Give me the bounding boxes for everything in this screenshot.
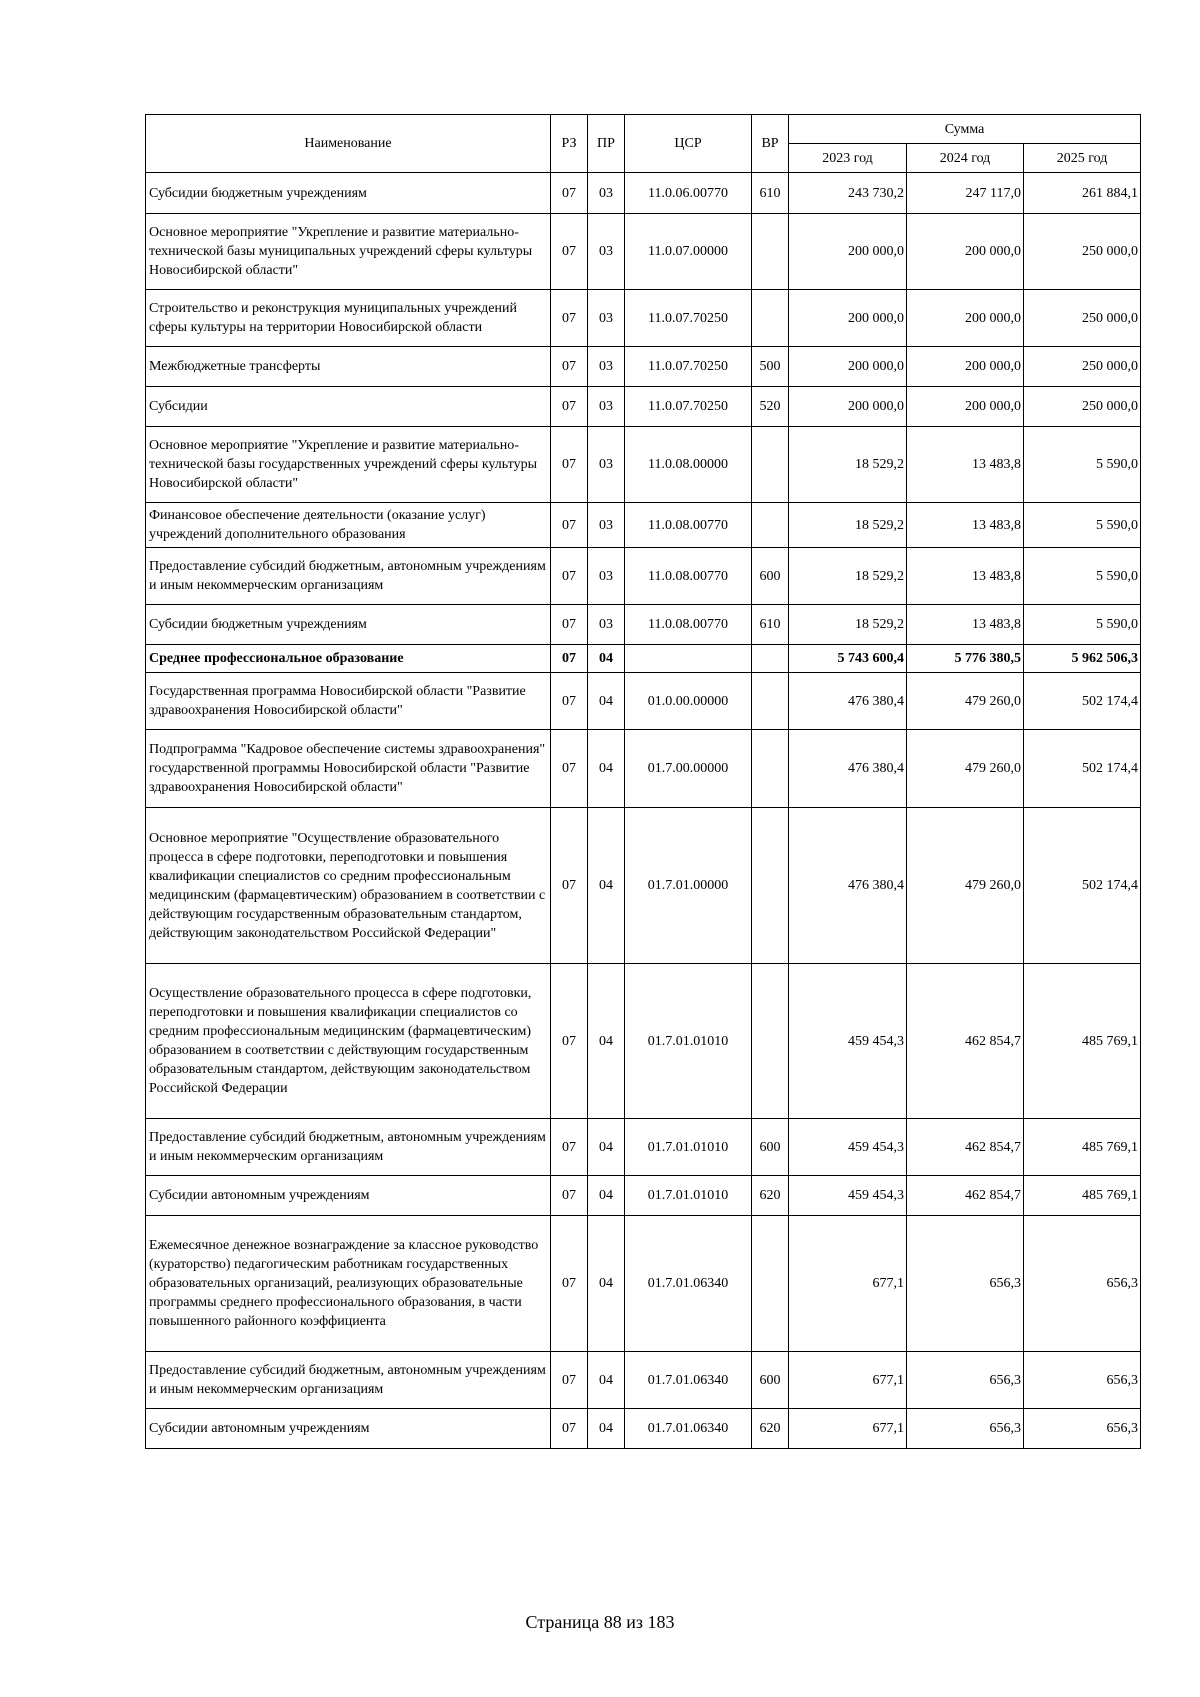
cell-rz: 07 [551,964,588,1119]
cell-sum-2025: 485 769,1 [1024,1176,1141,1216]
cell-rz: 07 [551,173,588,214]
cell-csr: 01.7.01.06340 [625,1352,752,1409]
cell-csr: 01.7.01.01010 [625,1119,752,1176]
cell-sum-2025: 5 590,0 [1024,605,1141,645]
cell-name: Основное мероприятие "Укрепление и развитие материально-технической базы муниципальных учреждений сферы культуры Новосибирской области" [146,214,551,290]
cell-sum-2023: 677,1 [789,1409,907,1449]
cell-name: Межбюджетные трансферты [146,347,551,387]
cell-pr: 04 [588,1216,625,1352]
cell-name: Ежемесячное денежное вознаграждение за классное руководство (кураторство) педагогическим работникам государственных образовательных организаций, реализующих образовательные программы среднего профессионального образования, в части повышенного районного коэффициента [146,1216,551,1352]
table-row [146,808,1141,964]
cell-sum-2025: 261 884,1 [1024,173,1141,214]
table-body [146,173,1141,1449]
cell-pr: 04 [588,730,625,808]
cell-rz: 07 [551,347,588,387]
cell-vr: 600 [752,1119,789,1176]
cell-pr: 04 [588,1409,625,1449]
header-year-2025: 2025 год [1024,144,1141,173]
cell-sum-2023: 243 730,2 [789,173,907,214]
cell-csr: 01.7.01.06340 [625,1409,752,1449]
cell-pr: 04 [588,964,625,1119]
cell-sum-2024: 200 000,0 [907,214,1024,290]
cell-csr: 11.0.08.00000 [625,427,752,503]
cell-csr: 01.7.01.01010 [625,964,752,1119]
cell-rz: 07 [551,214,588,290]
cell-sum-2024: 200 000,0 [907,347,1024,387]
cell-name: Предоставление субсидий бюджетным, автономным учреждениям и иным некоммерческим организациям [146,548,551,605]
cell-sum-2023: 677,1 [789,1216,907,1352]
cell-pr: 03 [588,605,625,645]
cell-sum-2023: 18 529,2 [789,605,907,645]
cell-sum-2024: 13 483,8 [907,503,1024,548]
cell-sum-2024: 13 483,8 [907,605,1024,645]
cell-vr: 600 [752,1352,789,1409]
table-row [146,347,1141,387]
table-row [146,214,1141,290]
cell-sum-2024: 13 483,8 [907,548,1024,605]
table-row [146,1409,1141,1449]
cell-vr [752,645,789,673]
cell-pr: 04 [588,808,625,964]
cell-csr: 11.0.08.00770 [625,503,752,548]
cell-sum-2024: 247 117,0 [907,173,1024,214]
cell-vr [752,503,789,548]
cell-csr: 01.7.01.00000 [625,808,752,964]
cell-rz: 07 [551,1216,588,1352]
table-row [146,173,1141,214]
table-row [146,605,1141,645]
header-year-2023: 2023 год [789,144,907,173]
table-row [146,1216,1141,1352]
cell-sum-2024: 479 260,0 [907,673,1024,730]
cell-rz: 07 [551,548,588,605]
cell-csr: 11.0.07.00000 [625,214,752,290]
cell-name: Основное мероприятие "Осуществление образовательного процесса в сфере подготовки, переподготовки и повышения квалификации специалистов со средним профессиональным медицинским (фармацевтическим) образованием в соответствии с действующим государственным образовательным стандартом, действующим законодательством Российской Федерации" [146,808,551,964]
cell-sum-2024: 479 260,0 [907,730,1024,808]
cell-sum-2023: 459 454,3 [789,1176,907,1216]
cell-sum-2023: 677,1 [789,1352,907,1409]
cell-sum-2023: 18 529,2 [789,503,907,548]
cell-sum-2025: 485 769,1 [1024,964,1141,1119]
cell-sum-2025: 250 000,0 [1024,387,1141,427]
cell-sum-2023: 476 380,4 [789,730,907,808]
table-row [146,503,1141,548]
header-csr: ЦСР [625,115,752,173]
table-header [146,115,1141,173]
cell-rz: 07 [551,808,588,964]
cell-vr: 600 [752,548,789,605]
cell-csr: 01.7.01.01010 [625,1176,752,1216]
cell-vr [752,290,789,347]
cell-rz: 07 [551,503,588,548]
cell-name: Осуществление образовательного процесса в сфере подготовки, переподготовки и повышения квалификации специалистов со средним профессиональным медицинским (фармацевтическим) образованием в соответствии с действующим государственным образовательным стандартом, действующим законодательством Российской Федерации [146,964,551,1119]
cell-rz: 07 [551,387,588,427]
table-row [146,1176,1141,1216]
cell-pr: 03 [588,173,625,214]
header-pr: ПР [588,115,625,173]
cell-csr: 11.0.07.70250 [625,347,752,387]
cell-rz: 07 [551,673,588,730]
cell-rz: 07 [551,1409,588,1449]
table-row [146,1119,1141,1176]
cell-sum-2025: 5 590,0 [1024,503,1141,548]
cell-csr: 01.7.00.00000 [625,730,752,808]
cell-sum-2025: 502 174,4 [1024,673,1141,730]
cell-vr [752,214,789,290]
cell-vr: 610 [752,173,789,214]
cell-sum-2024: 5 776 380,5 [907,645,1024,673]
cell-rz: 07 [551,427,588,503]
cell-sum-2025: 656,3 [1024,1409,1141,1449]
cell-vr [752,808,789,964]
cell-pr: 04 [588,673,625,730]
page-number: Страница 88 из 183 [525,1612,675,1632]
cell-vr [752,1216,789,1352]
cell-sum-2024: 479 260,0 [907,808,1024,964]
cell-name: Среднее профессиональное образование [146,645,551,673]
cell-sum-2025: 656,3 [1024,1352,1141,1409]
cell-name: Основное мероприятие "Укрепление и развитие материально-технической базы государственных учреждений сферы культуры Новосибирской области" [146,427,551,503]
cell-sum-2025: 5 962 506,3 [1024,645,1141,673]
cell-name: Субсидии автономным учреждениям [146,1176,551,1216]
cell-sum-2024: 200 000,0 [907,290,1024,347]
cell-sum-2025: 5 590,0 [1024,548,1141,605]
cell-name: Субсидии бюджетным учреждениям [146,605,551,645]
budget-table-container [145,114,1140,1449]
cell-pr: 03 [588,214,625,290]
cell-vr [752,427,789,503]
cell-pr: 03 [588,503,625,548]
cell-sum-2024: 462 854,7 [907,1119,1024,1176]
cell-vr: 620 [752,1176,789,1216]
cell-sum-2023: 200 000,0 [789,347,907,387]
budget-table [145,114,1141,1449]
header-name: Наименование [146,115,551,173]
cell-name: Предоставление субсидий бюджетным, автономным учреждениям и иным некоммерческим организациям [146,1119,551,1176]
cell-sum-2024: 656,3 [907,1409,1024,1449]
cell-sum-2023: 200 000,0 [789,387,907,427]
cell-vr: 500 [752,347,789,387]
cell-sum-2024: 656,3 [907,1352,1024,1409]
cell-rz: 07 [551,1176,588,1216]
cell-sum-2023: 200 000,0 [789,290,907,347]
cell-sum-2024: 462 854,7 [907,1176,1024,1216]
cell-vr [752,730,789,808]
cell-sum-2023: 18 529,2 [789,548,907,605]
cell-sum-2024: 656,3 [907,1216,1024,1352]
cell-vr: 520 [752,387,789,427]
cell-sum-2025: 250 000,0 [1024,347,1141,387]
cell-sum-2025: 250 000,0 [1024,214,1141,290]
cell-sum-2025: 656,3 [1024,1216,1141,1352]
cell-csr: 11.0.07.70250 [625,387,752,427]
header-vr: ВР [752,115,789,173]
cell-name: Субсидии автономным учреждениям [146,1409,551,1449]
cell-rz: 07 [551,1352,588,1409]
cell-csr [625,645,752,673]
cell-name: Предоставление субсидий бюджетным, автономным учреждениям и иным некоммерческим организациям [146,1352,551,1409]
cell-sum-2023: 459 454,3 [789,1119,907,1176]
cell-name: Финансовое обеспечение деятельности (оказание услуг) учреждений дополнительного образования [146,503,551,548]
cell-sum-2024: 200 000,0 [907,387,1024,427]
cell-csr: 11.0.08.00770 [625,548,752,605]
cell-pr: 03 [588,548,625,605]
cell-csr: 01.7.01.06340 [625,1216,752,1352]
cell-pr: 04 [588,645,625,673]
table-row [146,548,1141,605]
table-row [146,290,1141,347]
cell-sum-2023: 18 529,2 [789,427,907,503]
table-row [146,1352,1141,1409]
cell-vr [752,673,789,730]
cell-name: Государственная программа Новосибирской области "Развитие здравоохранения Новосибирской области" [146,673,551,730]
cell-sum-2023: 5 743 600,4 [789,645,907,673]
cell-sum-2025: 485 769,1 [1024,1119,1141,1176]
cell-sum-2025: 250 000,0 [1024,290,1141,347]
cell-sum-2025: 5 590,0 [1024,427,1141,503]
cell-sum-2023: 459 454,3 [789,964,907,1119]
cell-vr [752,964,789,1119]
table-row [146,387,1141,427]
cell-vr: 610 [752,605,789,645]
cell-pr: 04 [588,1352,625,1409]
cell-rz: 07 [551,290,588,347]
cell-rz: 07 [551,1119,588,1176]
table-row [146,673,1141,730]
header-sum: Сумма [789,115,1141,144]
cell-sum-2024: 13 483,8 [907,427,1024,503]
table-row [146,964,1141,1119]
cell-sum-2023: 200 000,0 [789,214,907,290]
cell-csr: 11.0.06.00770 [625,173,752,214]
cell-name: Субсидии [146,387,551,427]
cell-rz: 07 [551,645,588,673]
cell-name: Субсидии бюджетным учреждениям [146,173,551,214]
cell-pr: 03 [588,387,625,427]
cell-name: Строительство и реконструкция муниципальных учреждений сферы культуры на территории Новосибирской области [146,290,551,347]
cell-sum-2023: 476 380,4 [789,808,907,964]
cell-pr: 04 [588,1119,625,1176]
cell-csr: 11.0.07.70250 [625,290,752,347]
header-rz: РЗ [551,115,588,173]
cell-pr: 04 [588,1176,625,1216]
cell-name: Подпрограмма "Кадровое обеспечение системы здравоохранения" государственной программы Новосибирской области "Развитие здравоохранения Новосибирской области" [146,730,551,808]
table-row [146,645,1141,673]
cell-sum-2023: 476 380,4 [789,673,907,730]
table-row [146,730,1141,808]
cell-csr: 11.0.08.00770 [625,605,752,645]
cell-vr: 620 [752,1409,789,1449]
cell-rz: 07 [551,605,588,645]
cell-sum-2025: 502 174,4 [1024,730,1141,808]
cell-sum-2024: 462 854,7 [907,964,1024,1119]
cell-rz: 07 [551,730,588,808]
cell-pr: 03 [588,290,625,347]
cell-pr: 03 [588,427,625,503]
header-year-2024: 2024 год [907,144,1024,173]
table-row [146,427,1141,503]
cell-pr: 03 [588,347,625,387]
cell-sum-2025: 502 174,4 [1024,808,1141,964]
cell-csr: 01.0.00.00000 [625,673,752,730]
